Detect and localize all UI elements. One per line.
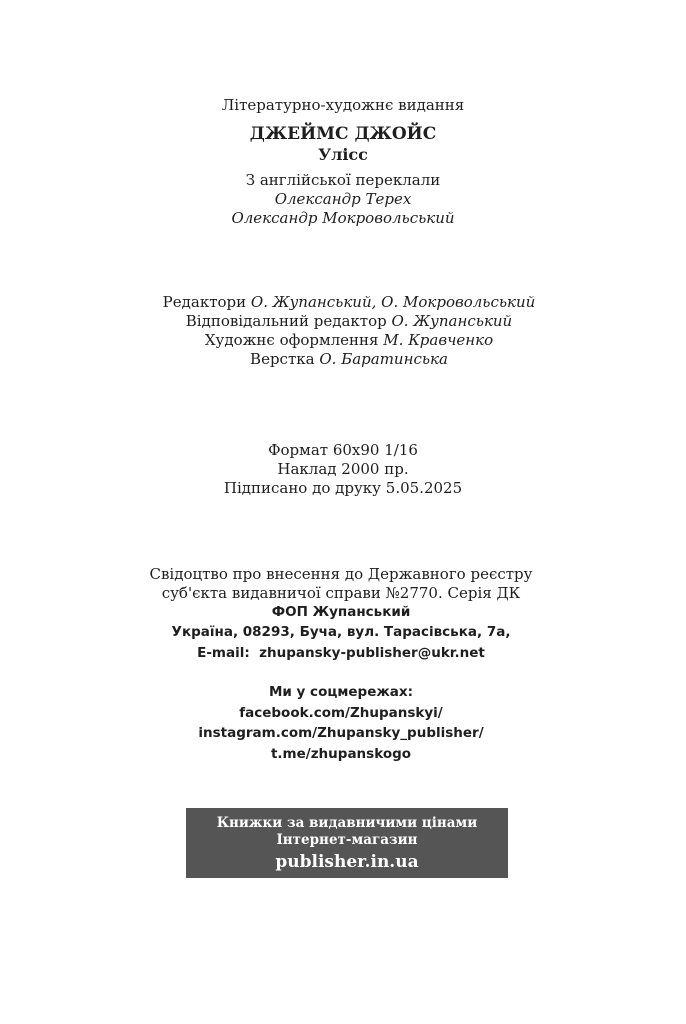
social-block [0,682,684,764]
shop-tagline: Книжки за видавничими цінами [216,815,478,831]
credit-line [6,350,686,369]
print-info-block [0,441,686,498]
credit-role: Художнє оформлення [204,331,379,349]
credit-line [6,331,686,350]
registration-line: Свідоцтво про внесення до Державного реєстру [149,565,533,583]
publisher-name: ФОП Жупанський [271,604,411,620]
credit-names: М. Кравченко [383,331,494,349]
book-header [0,96,686,228]
book-title: Улісс [318,145,368,164]
translator-name: Олександр Терех [274,190,412,208]
translator-name: Олександр Мокровольський [231,209,455,227]
credits-block [6,293,686,369]
social-heading: Ми у соцмережах: [268,684,414,700]
genre-label: Літературно-художнє видання [221,96,465,114]
credit-role: Відповідальний редактор [185,312,387,330]
credit-line [6,293,686,312]
social-link-instagram[interactable]: instagram.com/Zhupansky_publisher/ [198,725,484,741]
social-link-telegram[interactable]: t.me/zhupanskogo [270,745,412,762]
registration-block [0,565,684,603]
social-link-facebook[interactable]: facebook.com/Zhupanskyi/ [239,704,443,721]
credit-role: Верстка [250,350,315,368]
email-link[interactable]: zhupansky-publisher@ukr.net [259,645,485,661]
registration-line: суб'єкта видавничої справи №2770. Серія ДК [161,584,521,602]
credit-names: О. Жупанський, О. Мокровольський [250,293,536,311]
shop-url-link[interactable]: publisher.in.ua [275,852,419,872]
credit-names: О. Баратинська [319,350,448,368]
credit-role: Редактори [162,293,247,311]
credit-line [6,312,686,331]
publisher-block [0,602,684,642]
shop-banner [186,808,508,878]
print-run-line: Наклад 2000 пр. [277,460,409,478]
translated-from-label: З англійської переклали [245,171,441,189]
email-label: E-mail: [197,645,250,661]
publisher-address: Україна, 08293, Буча, вул. Тарасівська, 7а, [171,624,511,640]
author-name: ДЖЕЙМС ДЖОЙС [249,124,437,144]
credit-names: О. Жупанський [391,312,513,330]
email-line [0,643,684,663]
shop-label: Інтернет-магазин [276,832,418,848]
format-line: Формат 60х90 1/16 [268,441,418,459]
signed-to-print-line: Підписано до друку 5.05.2025 [223,479,463,497]
